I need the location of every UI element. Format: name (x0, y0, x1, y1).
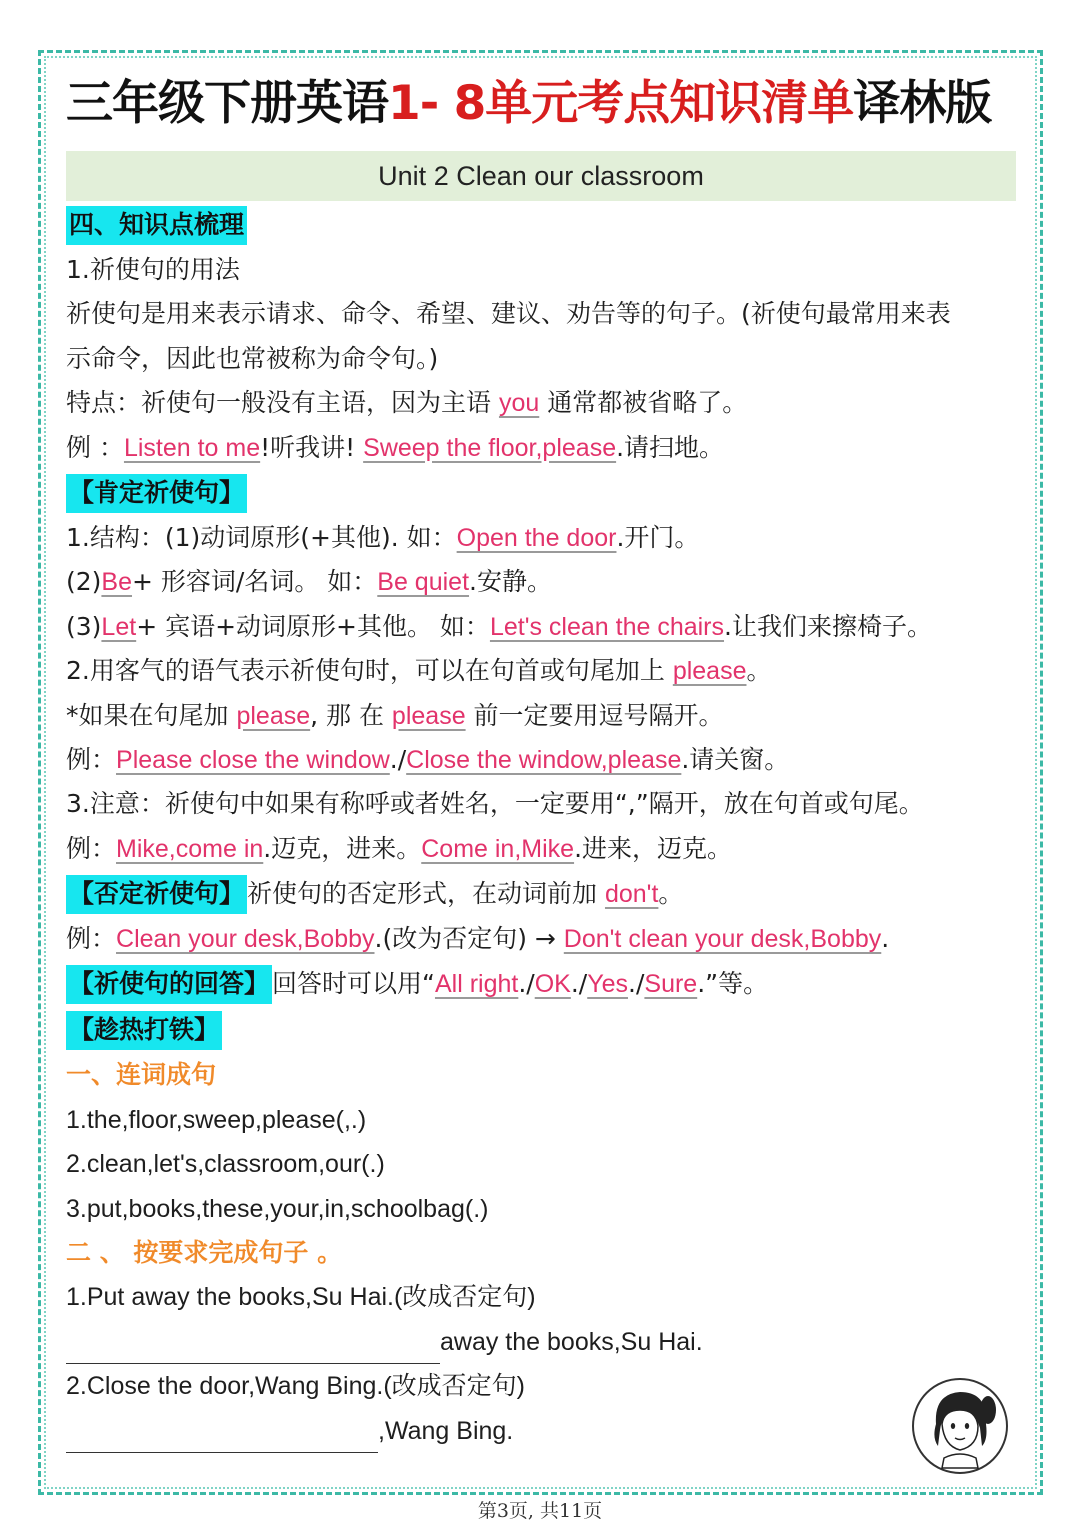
text: . (881, 924, 890, 954)
text: 前一定要用逗号隔开。 (465, 700, 724, 730)
exercise-question: 2.clean,let's,classroom,our(.) (66, 1150, 385, 1179)
text: (3) (66, 611, 102, 641)
text: .让我们来擦椅子。 (724, 611, 932, 641)
exercise-question: 1.Put away the books,Su Hai.(改成否定句) (66, 1283, 536, 1312)
text: .”等。 (697, 969, 769, 999)
answer-line (66, 1409, 1026, 1453)
example-en: Yes (587, 970, 629, 999)
section-knowledge-label: 四、知识点梳理 (66, 206, 247, 245)
page-title (66, 68, 1026, 140)
example-en: don't (604, 880, 659, 909)
positive-imperative-label: 【肯定祈使句】 (66, 474, 247, 513)
exercise-title: 二 、 按要求完成句子 。 (66, 1238, 343, 1268)
text: ./ (518, 969, 535, 999)
text: ./ (389, 744, 407, 774)
text-line (66, 917, 1026, 961)
text-line (66, 605, 1026, 649)
example-en: please (236, 701, 311, 730)
example-en: All right (434, 970, 519, 999)
text: 例 ： (66, 432, 124, 462)
example-en: Come in,Mike (421, 834, 575, 863)
example-en: you (498, 389, 540, 418)
text: 。 (658, 879, 684, 909)
text: (2) (66, 567, 102, 597)
answer-text: away the books,Su Hai. (440, 1327, 703, 1356)
imperative-answer-label: 【祈使句的回答】 (66, 965, 272, 1004)
text-line (66, 426, 1026, 470)
title-part-1: 三年级下册英语 (66, 76, 388, 131)
text: .迈克，进来。 (263, 833, 422, 863)
text-line (66, 961, 1026, 1007)
exercise-question: 2.Close the door,Wang Bing.(改成否定句) (66, 1372, 525, 1401)
unit-header: Unit 2 Clean our classroom (66, 151, 1016, 201)
example-en: Be quiet (377, 568, 470, 597)
text: .请扫地。 (616, 432, 725, 462)
example-en: Don't clean your desk,Bobby (563, 925, 882, 954)
example-en: Mike,come in (116, 834, 264, 863)
page-footer: 第3页, 共11页 (477, 1500, 603, 1522)
example-en: Please close the window (116, 745, 390, 774)
text: ./ (570, 969, 588, 999)
example-en: OK (534, 970, 571, 999)
negative-imperative-label: 【否定祈使句】 (66, 875, 247, 914)
text-line (66, 827, 1026, 871)
text: , 那 在 (310, 700, 392, 730)
section-heading (66, 202, 1026, 248)
example-en: please (672, 657, 747, 686)
text: 。 (746, 656, 772, 686)
text: *如果在句尾加 (66, 700, 237, 730)
text-line (66, 516, 1026, 560)
text: 通常都被省略了。 (539, 388, 748, 418)
title-part-3: 译林版 (853, 76, 992, 131)
content (66, 202, 1026, 1453)
example-en: Let (101, 612, 137, 641)
example-en: Sweep the floor,please (363, 433, 617, 462)
text: + 形容词/名词。 如： (132, 567, 378, 597)
text-line: 祈使句是用来表示请求、命令、希望、建议、劝告等的句子。(祈使句最常用来表 (66, 299, 951, 329)
text: + 宾语+动词原形+其他。 如： (136, 611, 490, 641)
text: 特点：祈使句一般没有主语，因为主语 (66, 388, 499, 418)
exercise-question: 1.the,floor,sweep,please(,.) (66, 1105, 367, 1134)
example-en: Sure (644, 970, 698, 999)
text-line (66, 381, 1026, 425)
text: 1.结构：(1)动词原形(+其他). 如： (66, 522, 457, 552)
text-line: 示命令，因此也常被称为命令句。) (66, 343, 439, 373)
text: .请关窗。 (681, 744, 790, 774)
answer-line (66, 1320, 1026, 1364)
text-line (66, 560, 1026, 604)
text: 例： (66, 924, 117, 954)
answer-blank[interactable] (66, 1422, 378, 1453)
answer-blank[interactable] (66, 1333, 440, 1364)
text: 2.用客气的语气表示祈使句时，可以在句首或句尾加上 (66, 656, 673, 686)
example-en: Listen to me (123, 433, 261, 462)
text-line: 3.注意：祈使句中如果有称呼或者姓名，一定要用“,”隔开，放在句首或句尾。 (66, 789, 924, 819)
text: .开门。 (616, 522, 700, 552)
text: 例： (66, 744, 117, 774)
text: ./ (628, 969, 645, 999)
exercise-title: 一、连词成句 (66, 1060, 217, 1090)
practice-label: 【趁热打铁】 (66, 1011, 222, 1050)
example-en: Open the door (456, 523, 617, 552)
example-en: Let's clean the chairs (489, 612, 725, 641)
text-line: 1.祈使句的用法 (66, 255, 240, 284)
exercise-question: 3.put,books,these,your,in,schoolbag(.) (66, 1194, 489, 1223)
text: .(改为否定句) → (374, 924, 564, 954)
girl-avatar-icon (912, 1378, 1008, 1474)
text: .安静。 (469, 567, 552, 597)
section-heading (66, 1007, 1026, 1053)
section-heading (66, 470, 1026, 516)
text-line (66, 649, 1026, 693)
text: 例： (66, 833, 117, 863)
text: .进来，迈克。 (574, 833, 733, 863)
answer-text: ,Wang Bing. (378, 1416, 514, 1445)
text: !听我讲! (260, 432, 364, 462)
text: 祈使句的否定形式，在动词前加 (247, 879, 605, 909)
example-en: Close the window,please (406, 745, 682, 774)
text: 回答时可以用“ (272, 969, 435, 999)
text-line (66, 694, 1026, 738)
example-en: Clean your desk,Bobby (116, 925, 375, 954)
title-part-2: 1- 8单元考点知识清单 (388, 76, 854, 131)
text-line (66, 738, 1026, 782)
example-en: please (391, 701, 466, 730)
text-line (66, 871, 1026, 917)
example-en: Be (101, 568, 133, 597)
